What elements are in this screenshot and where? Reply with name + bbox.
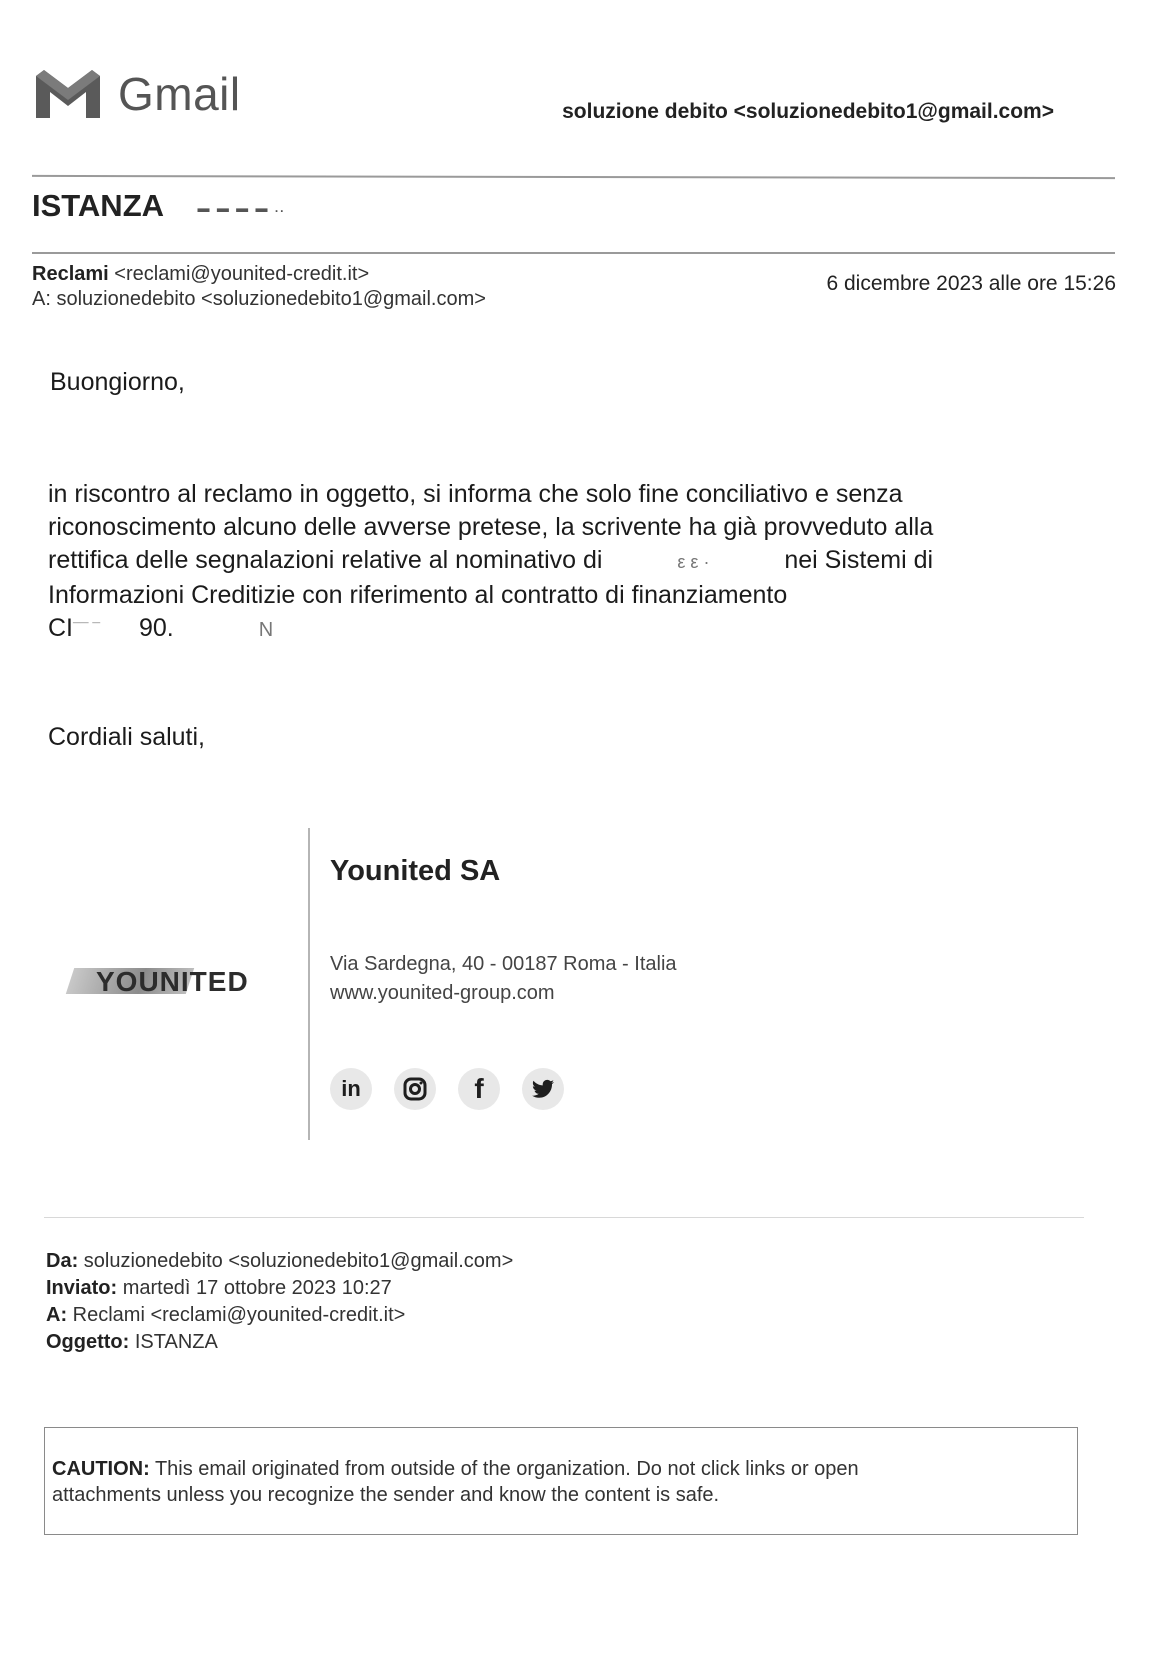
fwd-subject-value: ISTANZA [134, 1331, 218, 1353]
contract-digits: 90. [139, 614, 174, 642]
signature-company: Younited SA [330, 855, 501, 887]
caution-line-1: This email originated from outside of the organization. Do not click links or open [154, 1458, 859, 1480]
twitter-bird-glyph [529, 1075, 557, 1103]
body-line-5 [48, 612, 1088, 647]
instagram-icon[interactable] [394, 1068, 436, 1110]
gmail-wordmark: Gmail [118, 68, 241, 120]
fwd-to-line [46, 1302, 513, 1329]
body-line-3-start: rettifica delle segnalazioni relative al nominativo di [48, 546, 603, 574]
caution-line-2: attachments unless you recognize the sender and know the content is safe. [52, 1484, 720, 1506]
signature-contact [330, 950, 677, 1008]
message-date: 6 dicembre 2023 alle ore 15:26 [826, 272, 1116, 295]
fwd-sent-value: martedì 17 ottobre 2023 10:27 [122, 1277, 392, 1299]
linkedin-label: in [341, 1076, 361, 1101]
caution-banner [44, 1427, 1078, 1535]
body-line-2: riconoscimento alcuno delle avverse pretese, la scrivente ha già provveduto alla [48, 513, 934, 541]
contract-prefix: CI [48, 614, 73, 642]
body-line-3-end: nei Sistemi di [784, 546, 934, 574]
signature-address: Via Sardegna, 40 - 00187 Roma - Italia [330, 953, 677, 975]
account-label: soluzione debito <soluzionedebito1@gmail.com> [562, 100, 1054, 123]
redacted-contract-tail: N [258, 619, 274, 641]
message-body [48, 478, 1088, 647]
fwd-subject-line [46, 1329, 513, 1356]
signature-website-link[interactable]: www.younited-group.com [330, 982, 555, 1004]
forward-divider [44, 1217, 1084, 1218]
subject-text: ISTANZA [32, 188, 163, 223]
subject-redacted-fragment: ▬ ▬ ▬ ▬ .. [197, 200, 286, 215]
redacted-name: ε ε · [677, 552, 710, 572]
recipient-value: soluzionedebito <soluzionedebito1@gmail.com> [56, 288, 486, 310]
email-subject [32, 188, 286, 224]
closing: Cordiali saluti, [48, 723, 206, 751]
social-links [330, 1068, 564, 1110]
redacted-contract-dash: ¯¯ ¯ [73, 620, 101, 636]
greeting: Buongiorno, [50, 368, 185, 396]
fwd-from-line [46, 1248, 513, 1275]
recipient-line [32, 287, 486, 312]
body-line-3 [48, 544, 1088, 579]
original-message-header [46, 1248, 513, 1356]
logo-text: YOUNITED [96, 966, 249, 997]
linkedin-icon[interactable] [330, 1068, 372, 1110]
younited-logo [70, 964, 260, 1000]
header-divider [32, 175, 1115, 179]
body-line-1: in riscontro al reclamo in oggetto, si informa che solo fine conciliativo e senza [48, 480, 903, 508]
fwd-to-label: A: [46, 1304, 68, 1326]
sender-email: <reclami@younited-credit.it> [114, 263, 370, 285]
facebook-label: f [474, 1073, 484, 1104]
instagram-glyph [401, 1075, 429, 1103]
subject-divider [32, 252, 1115, 254]
gmail-logo [32, 66, 241, 122]
sender-name: Reclami [32, 263, 109, 285]
fwd-from-label: Da: [46, 1250, 79, 1272]
fwd-subject-label: Oggetto: [46, 1331, 130, 1353]
facebook-icon[interactable] [458, 1068, 500, 1110]
recipient-prefix: A: [32, 288, 51, 310]
message-meta [32, 262, 486, 312]
sender-line [32, 262, 486, 287]
fwd-sent-label: Inviato: [46, 1277, 118, 1299]
fwd-from-value: soluzionedebito <soluzionedebito1@gmail.com> [83, 1250, 514, 1272]
body-line-4: Informazioni Creditizie con riferimento al contratto di finanziamento [48, 581, 788, 609]
signature-divider [308, 828, 310, 1140]
twitter-icon[interactable] [522, 1068, 564, 1110]
caution-text [52, 1456, 1052, 1508]
fwd-sent-line [46, 1275, 513, 1302]
caution-label: CAUTION: [52, 1458, 150, 1480]
fwd-to-value: Reclami <reclami@younited-credit.it> [72, 1304, 406, 1326]
gmail-m-icon [32, 66, 104, 122]
